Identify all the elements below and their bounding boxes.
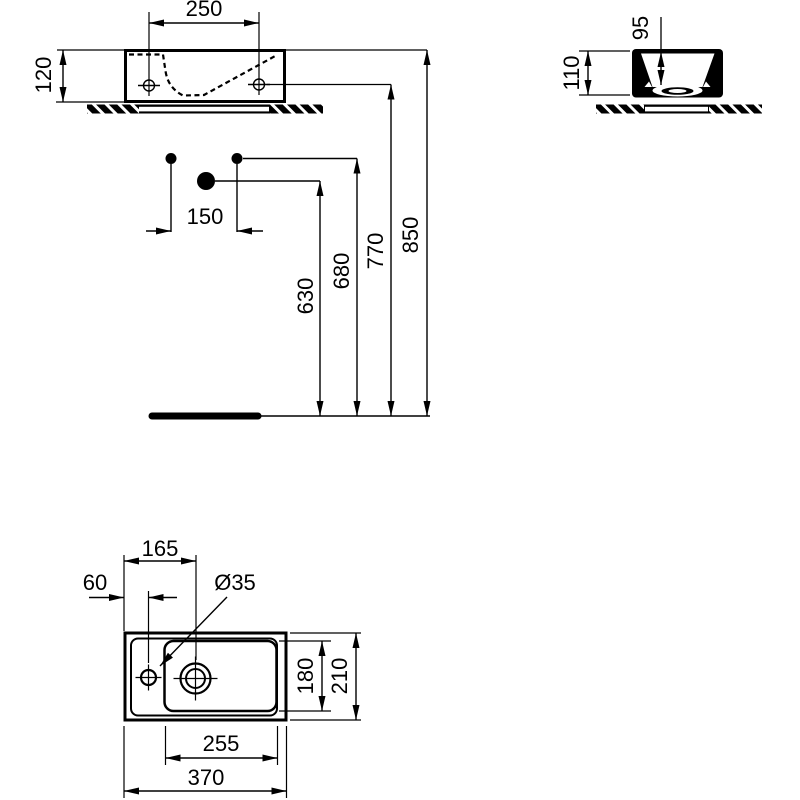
dim-680-label: 680 bbox=[329, 252, 354, 290]
dim-60-label: 60 bbox=[82, 570, 108, 595]
dim-110-label: 110 bbox=[559, 55, 584, 91]
wall-section-front bbox=[87, 105, 323, 114]
drain-point bbox=[197, 172, 215, 190]
inner-bowl-hidden-line bbox=[129, 55, 277, 96]
dim-120-label: 120 bbox=[31, 56, 56, 94]
drain-hole bbox=[174, 657, 218, 701]
dim-165-ext bbox=[124, 555, 196, 660]
dim-255-label: 255 bbox=[202, 731, 240, 756]
dim-95-label: 95 bbox=[628, 15, 653, 41]
tap-hole bbox=[136, 665, 162, 691]
dim-180-label: 180 bbox=[293, 657, 318, 695]
fixing-hole-centerlines bbox=[149, 12, 259, 96]
dim-370-label: 370 bbox=[187, 765, 225, 790]
dim-210-label: 210 bbox=[327, 657, 352, 695]
dim-630-label: 630 bbox=[293, 277, 318, 315]
dim-150-label: 150 bbox=[186, 204, 224, 229]
dim-165-label: 165 bbox=[141, 536, 179, 561]
tap-hole-diameter-label: Ø35 bbox=[214, 570, 256, 595]
side-view bbox=[579, 17, 762, 114]
supply-point-right bbox=[232, 153, 243, 164]
dim-770-label: 770 bbox=[363, 232, 388, 270]
wall-section-side bbox=[596, 105, 762, 114]
dim-250-label: 250 bbox=[185, 0, 223, 21]
dim-850-label: 850 bbox=[398, 216, 423, 254]
dim-110-ext bbox=[579, 51, 630, 95]
supply-point-left bbox=[166, 153, 177, 164]
basin-side-section bbox=[632, 49, 723, 98]
front-view bbox=[56, 12, 427, 114]
